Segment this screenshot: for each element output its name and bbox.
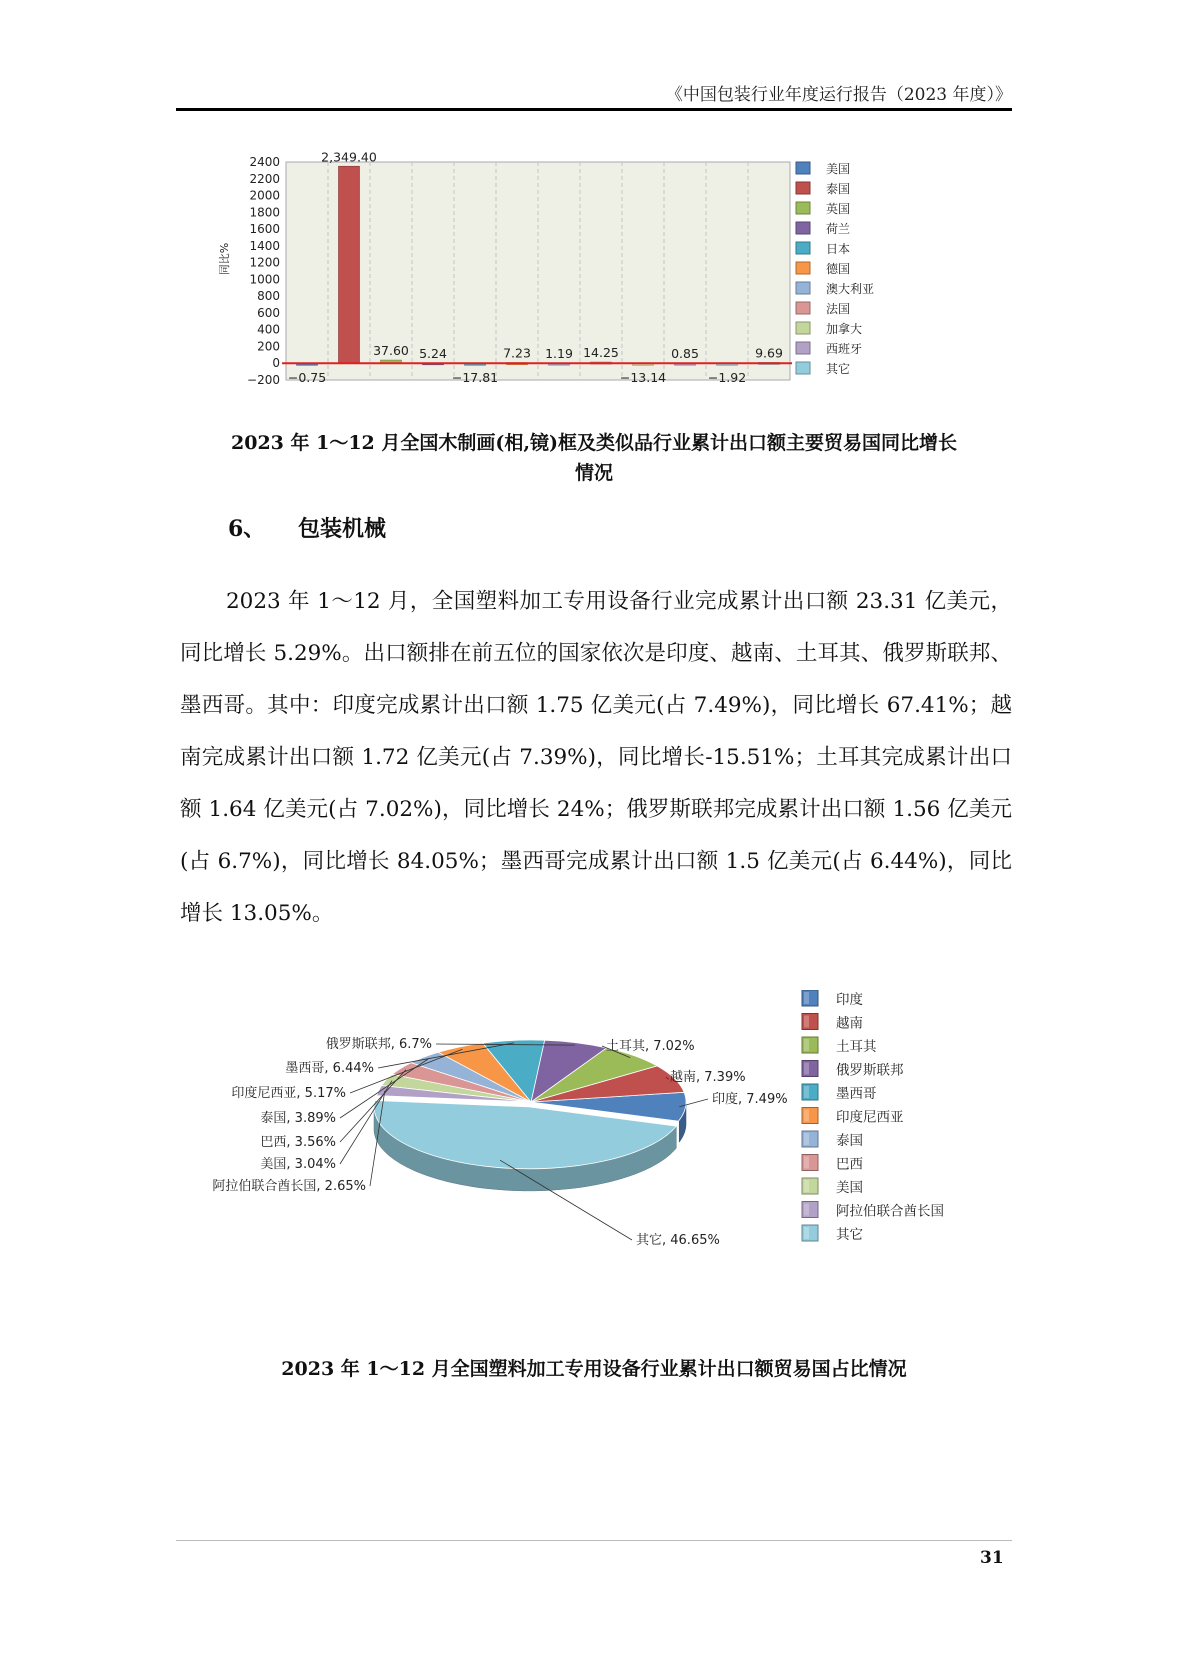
legend-swatch [796,262,810,274]
legend-label: 墨西哥 [836,1086,877,1102]
legend-label: 泰国 [836,1133,863,1149]
legend-swatch-shine [804,1180,809,1192]
bar-chart [176,150,1012,418]
data-label: 9.69 [755,345,783,361]
legend-swatch-shine [804,1204,809,1216]
header-rule [176,108,1012,111]
y-tick-label: 2400 [249,155,280,169]
slice-label: 阿拉伯联合酋长国, 2.65% [212,1179,366,1194]
legend-label: 法国 [826,302,851,316]
legend-label: 美国 [836,1180,863,1196]
page-number: 31 [980,1548,1004,1568]
legend-label: 阿拉伯联合酋长国 [836,1203,944,1220]
y-tick-label: 0 [272,356,280,371]
legend-label: 俄罗斯联邦 [836,1062,904,1079]
legend-label: 德国 [826,262,851,276]
legend-swatch [796,222,810,234]
data-label: −13.14 [619,370,667,386]
y-tick-label: 1800 [249,205,280,220]
running-header: 《中国包装行业年度运行报告（2023 年度）》 [665,85,1012,105]
legend-swatch [796,162,810,174]
data-label: 0.85 [671,346,699,362]
legend-swatch [796,202,810,214]
legend-label: 加拿大 [826,322,863,336]
section-title: 包装机械 [298,516,387,542]
figure1-caption [176,428,1012,488]
data-label: 2,349.40 [321,150,377,165]
legend-label: 其它 [836,1227,863,1243]
legend-swatch-shine [804,992,809,1004]
legend-swatch-shine [804,1157,809,1169]
slice-label: 土耳其, 7.02% [606,1039,695,1054]
data-label: 7.23 [503,345,531,361]
legend-swatch-shine [804,1039,809,1051]
legend-label: 日本 [826,242,851,256]
legend-swatch-shine [804,1016,809,1028]
slice-label: 印度, 7.49% [712,1092,788,1107]
y-tick-label: 1600 [249,222,280,237]
legend-label: 荷兰 [826,222,851,236]
data-label: 1.19 [545,346,573,362]
legend-label: 英国 [826,202,851,216]
legend-swatch [796,342,810,354]
legend-swatch-shine [804,1133,809,1145]
section-heading [228,512,386,543]
data-label: 14.25 [583,345,619,361]
legend-label: 土耳其 [836,1039,877,1055]
body-paragraph: 2023 年 1～12 月，全国塑料加工专用设备行业完成累计出口额 23.31 亿美元，同比增长 5.29%。出口额排在前五位的国家依次是印度、越南、土耳其、俄罗斯联邦、墨西哥。其中：印度完成累计出口额 1.75 亿美元(占 7.49%)，同比增长 67.41%；越南完成累计出口额 1.72 亿美元(占 7.39%)，同比增长-15.51%；土耳其完成累计出口额 1.64 亿美元(占 7.02%)，同比增长 24%；俄罗斯联邦完成累计出口额 1.56 亿美元(占 6.7%)，同比增长 84.05%；墨西哥完成累计出口额 1.5 亿美元(占 6.44%)，同比增长 13.05%。 [180,589,1012,926]
y-tick-label: 1000 [249,272,280,287]
data-label: 5.24 [419,345,447,361]
slice-label: 俄罗斯联邦, 6.7% [325,1037,432,1052]
data-label: −1.92 [707,370,747,386]
legend-swatch-shine [804,1227,809,1239]
legend-label: 其它 [826,362,851,376]
legend-swatch [796,302,810,314]
y-tick-label: 1400 [249,238,280,253]
legend-swatch [796,362,810,374]
slice-label: 泰国, 3.89% [260,1111,336,1126]
figure1-caption-line1: 2023 年 1～12 月全国木制画(相,镜)框及类似品行业累计出口额主要贸易国同比增长 [231,432,957,454]
legend-label: 越南 [836,1015,863,1032]
y-tick-label: 400 [257,322,280,337]
y-tick-label: 200 [257,339,280,354]
y-tick-label: 600 [257,305,280,320]
legend-swatch [796,242,810,254]
legend-label: 西班牙 [826,342,863,356]
figure1-caption-line2: 情况 [574,462,613,484]
legend-swatch [796,182,810,194]
legend-label: 澳大利亚 [826,282,875,296]
data-label: 37.60 [373,343,409,359]
legend-swatch-shine [804,1110,809,1122]
y-tick-label: 800 [257,289,280,304]
legend-label: 美国 [826,162,851,176]
legend-label: 印度 [836,992,863,1008]
slice-label: 墨西哥, 6.44% [285,1061,374,1076]
legend-label: 巴西 [836,1156,863,1173]
slice-label: 美国, 3.04% [260,1157,336,1172]
slice-label: 巴西, 3.56% [260,1135,336,1150]
data-label: −0.75 [287,370,327,386]
y-axis-label: 同比% [218,242,231,276]
y-tick-label: 1200 [249,255,280,270]
data-label: −17.81 [451,370,499,386]
y-tick-label: 2000 [249,188,280,203]
pie-chart [176,990,1036,1290]
slice-label: 印度尼西亚, 5.17% [231,1086,346,1101]
y-tick-label: 2200 [249,171,280,186]
legend-swatch-shine [804,1086,809,1098]
legend-swatch [796,282,810,294]
legend-swatch-shine [804,1063,809,1075]
slice-label: 越南, 7.39% [670,1070,746,1085]
legend-swatch [796,322,810,334]
figure2-caption: 2023 年 1～12 月全国塑料加工专用设备行业累计出口额贸易国占比情况 [281,1358,907,1380]
legend-label: 印度尼西亚 [836,1109,904,1126]
y-tick-label: −200 [247,373,280,387]
bar [339,166,360,363]
legend-label: 泰国 [826,182,851,196]
section-number: 6、 [228,516,266,542]
footer-rule [176,1540,1012,1541]
slice-label: 其它, 46.65% [636,1233,720,1248]
